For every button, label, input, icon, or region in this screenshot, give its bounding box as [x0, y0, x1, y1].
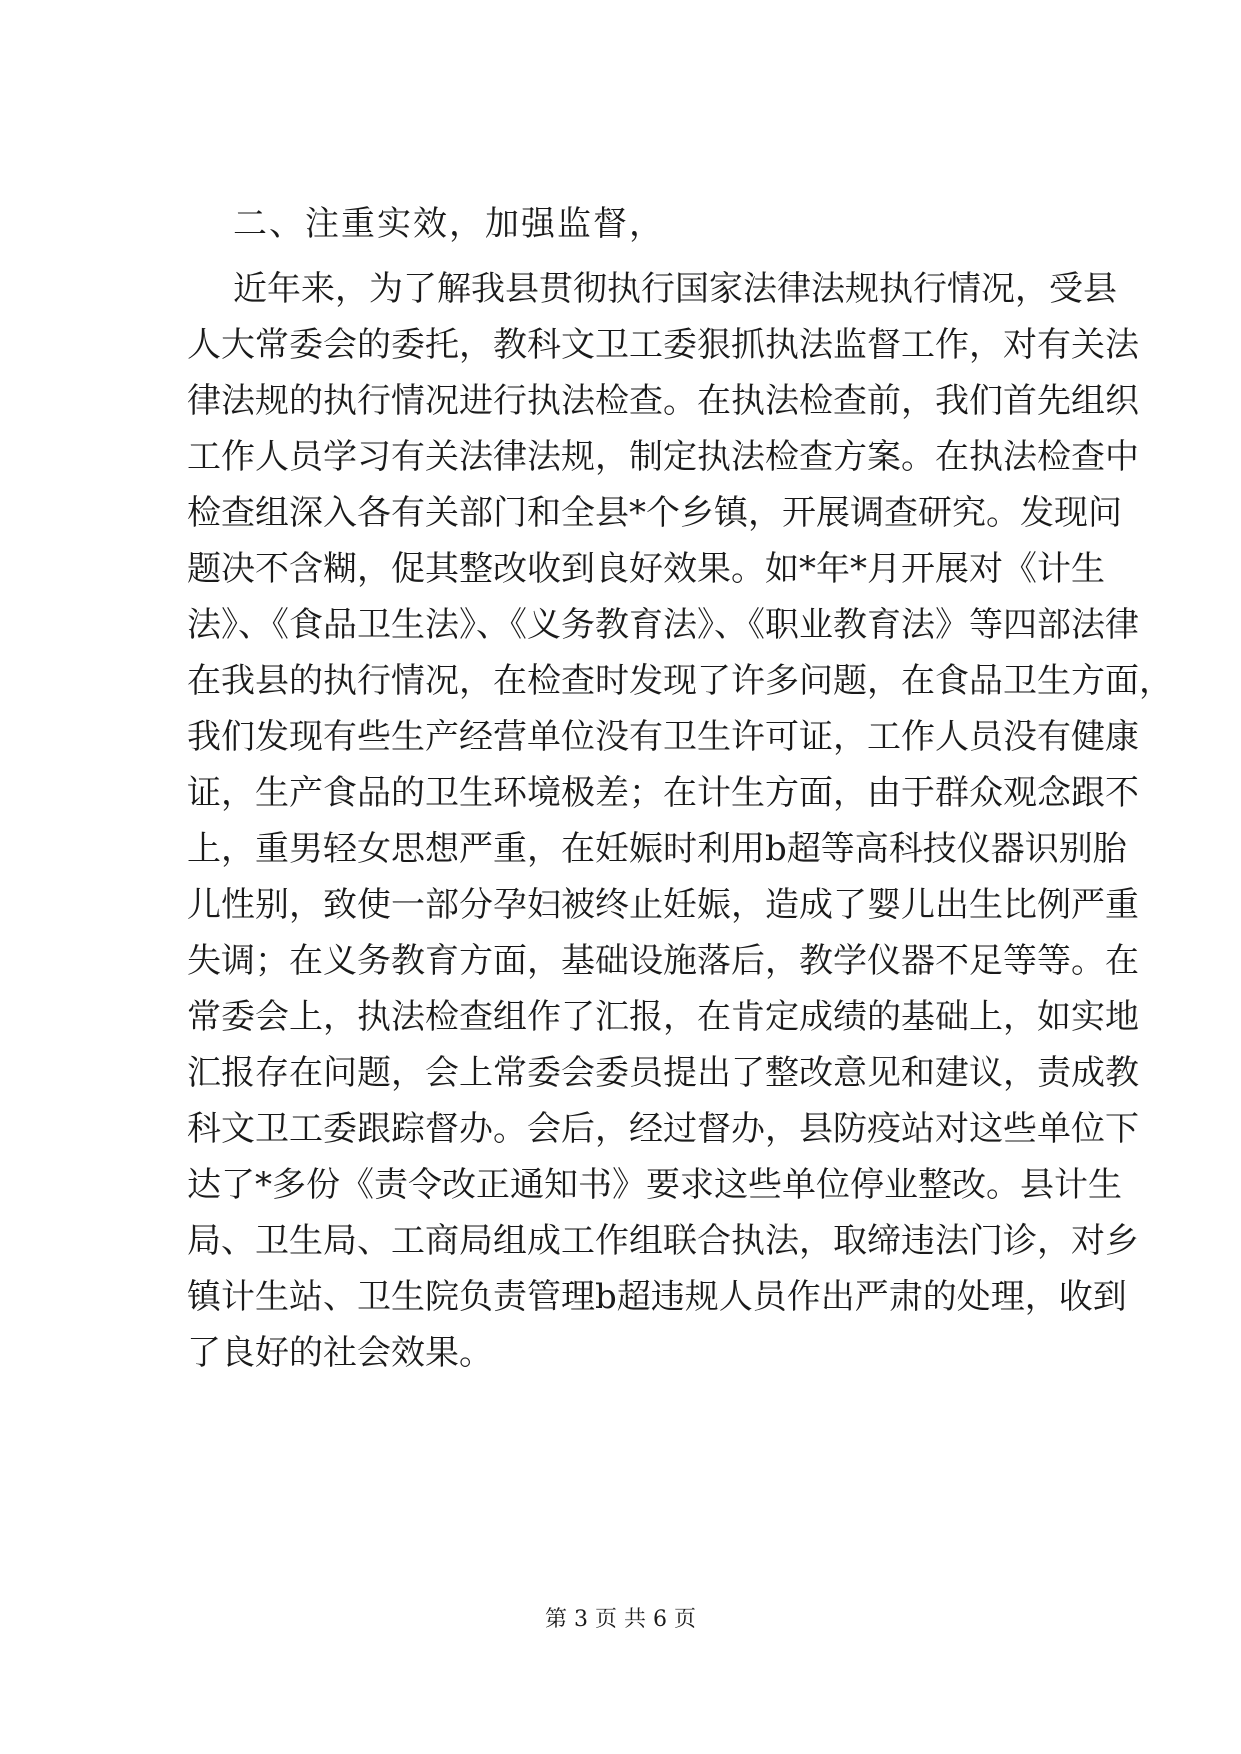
- paragraph-line: 检查组深入各有关部门和全县*个乡镇，开展调查研究。发现问: [187, 493, 1122, 533]
- paragraph-line: 常委会上，执法检查组作了汇报，在肯定成绩的基础上，如实地: [187, 997, 1139, 1037]
- paragraph-line: 了良好的社会效果。: [187, 1333, 493, 1373]
- paragraph-line: 题决不含糊，促其整改收到良好效果。如*年*月开展对《计生: [187, 549, 1105, 589]
- page-number-footer: 第 3 页 共 6 页: [545, 1607, 696, 1632]
- paragraph-line: 人大常委会的委托，教科文卫工委狠抓执法监督工作，对有关法: [187, 325, 1139, 365]
- paragraph-line: 近年来，为了解我县贯彻执行国家法律法规执行情况，受县: [233, 269, 1117, 309]
- paragraph-line: 汇报存在问题，会上常委会委员提出了整改意见和建议，责成教: [187, 1053, 1139, 1093]
- paragraph-line: 局、卫生局、工商局组成工作组联合执法，取缔违法门诊，对乡: [187, 1221, 1139, 1261]
- paragraph-line: 科文卫工委跟踪督办。会后，经过督办，县防疫站对这些单位下: [187, 1109, 1139, 1149]
- paragraph-line: 证，生产食品的卫生环境极差；在计生方面，由于群众观念跟不: [187, 773, 1139, 813]
- paragraph-line: 工作人员学习有关法律法规，制定执法检查方案。在执法检查中: [187, 437, 1139, 477]
- paragraph-line: 镇计生站、卫生院负责管理b超违规人员作出严肃的处理，收到: [187, 1277, 1127, 1317]
- paragraph-line: 在我县的执行情况，在检查时发现了许多问题，在食品卫生方面，: [187, 661, 1173, 701]
- paragraph-line: 儿性别，致使一部分孕妇被终止妊娠，造成了婴儿出生比例严重: [187, 885, 1139, 925]
- paragraph-line: 律法规的执行情况进行执法检查。在执法检查前，我们首先组织: [187, 381, 1139, 421]
- paragraph-line: 上，重男轻女思想严重，在妊娠时利用b超等高科技仪器识别胎: [187, 829, 1127, 869]
- paragraph-line: 失调；在义务教育方面，基础设施落后，教学仪器不足等等。在: [187, 941, 1139, 981]
- paragraph-line: 达了*多份《责令改正通知书》要求这些单位停业整改。县计生: [187, 1165, 1122, 1205]
- paragraph-line: 法》、《食品卫生法》、《义务教育法》、《职业教育法》等四部法律: [187, 605, 1139, 645]
- paragraph-line: 我们发现有些生产经营单位没有卫生许可证，工作人员没有健康: [187, 717, 1139, 757]
- section-heading: 二、注重实效，加强监督，: [233, 204, 665, 244]
